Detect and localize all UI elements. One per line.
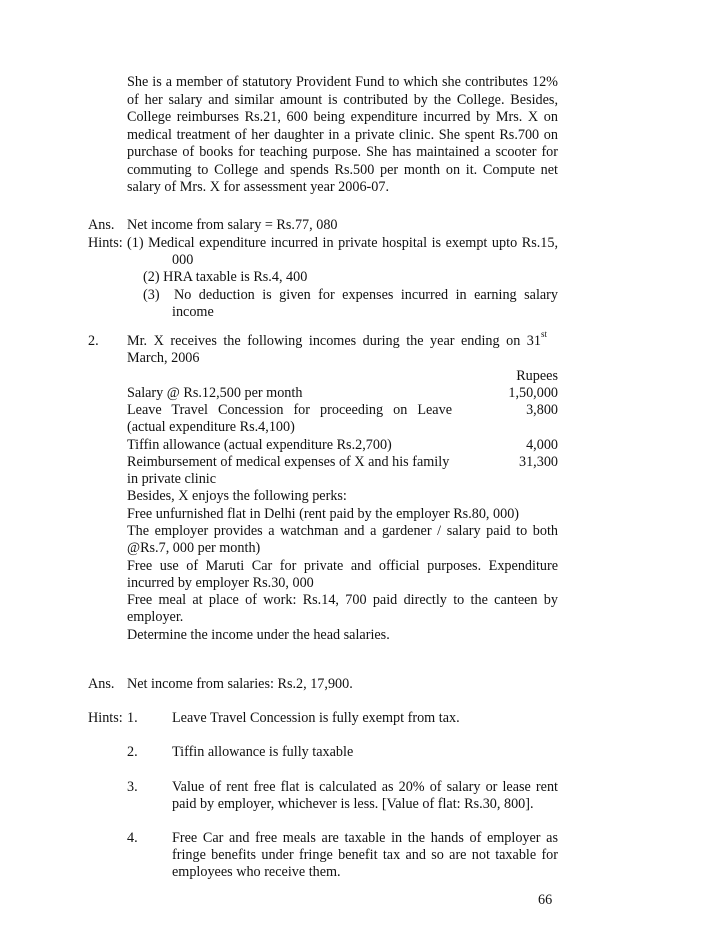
income-item-label-cont: (actual expenditure Rs.4,100)	[127, 419, 295, 435]
intro-line: medical treatment of her daughter in a private clinic. She spent Rs.700 on	[127, 126, 558, 143]
perk-meal-line1: Free meal at place of work: Rs.14, 700 paid directly to the canteen by	[127, 592, 558, 608]
perk-car-line2: incurred by employer Rs.30, 000	[127, 575, 314, 591]
page-number: 66	[538, 892, 553, 908]
intro-line: of her salary and similar amount is contributed by the College. Besides,	[127, 91, 558, 108]
hint-number: 4.	[127, 830, 138, 846]
hint-number: 1.	[127, 710, 138, 726]
perks-intro: Besides, X enjoys the following perks:	[127, 488, 347, 504]
income-item-amount: 1,50,000	[508, 385, 558, 401]
q2-line2: March, 2006	[127, 350, 200, 366]
q1-hint-3-line2: income	[172, 304, 214, 320]
hint-text: Tiffin allowance is fully taxable	[172, 744, 354, 760]
hint-text: Leave Travel Concession is fully exempt from tax.	[172, 710, 460, 726]
hint-number: 2.	[127, 744, 138, 760]
q1-hint-3-num: (3)	[143, 287, 160, 303]
income-item-label-cont: in private clinic	[127, 471, 217, 487]
q1-hint-2: (2) HRA taxable is Rs.4, 400	[143, 269, 308, 285]
hint-text: fringe benefits under fringe benefit tax and so are not taxable for	[172, 847, 558, 863]
hint-text: employees who receive them.	[172, 864, 341, 880]
income-item-amount: 3,800	[526, 402, 558, 418]
hint-number: 3.	[127, 779, 138, 795]
q2-instruction: Determine the income under the head salaries.	[127, 627, 390, 643]
q1-hint-3-line1: No deduction is given for expenses incurred in earning salary	[174, 287, 558, 303]
perk-flat: Free unfurnished flat in Delhi (rent paid by the employer Rs.80, 000)	[127, 506, 520, 522]
intro-line: She is a member of statutory Provident Fund to which she contributes 12%	[127, 74, 558, 90]
intro-line: commuting to College and spends Rs.500 per month on it. Compute net	[127, 161, 558, 178]
q2-number: 2.	[88, 333, 99, 349]
perk-meal-line2: employer.	[127, 609, 184, 625]
income-item-label: Salary @ Rs.12,500 per month	[127, 385, 303, 401]
intro-line: College reimburses Rs.21, 600 being expenditure incurred by Mrs. X on	[127, 109, 558, 125]
intro-line: salary of Mrs. X for assessment year 2006-07.	[127, 179, 390, 195]
income-item-amount: 4,000	[526, 437, 558, 453]
hint-text: Free Car and free meals are taxable in the hands of employer as	[172, 830, 558, 846]
q1-ans-text: Net income from salary = Rs.77, 080	[127, 217, 338, 233]
hint-text: paid by employer, whichever is less. [Value of flat: Rs.30, 800].	[172, 796, 534, 812]
intro-line: purchase of books for teaching purpose. She has maintained a scooter for	[127, 144, 558, 160]
q1-ans-label: Ans.	[88, 217, 115, 233]
q2-line1-sup: st	[541, 329, 548, 340]
q2-ans-label: Ans.	[88, 676, 115, 692]
hint-text: Value of rent free flat is calculated as 20% of salary or lease rent	[172, 779, 558, 795]
income-item-label: Reimbursement of medical expenses of X and his family	[127, 454, 450, 470]
q2-hints-label: Hints:	[88, 710, 123, 726]
perk-watchman-line2: @Rs.7, 000 per month)	[127, 540, 261, 556]
intro-paragraph	[127, 74, 558, 197]
perk-car-line1: Free use of Maruti Car for private and official purposes. Expenditure	[127, 558, 558, 574]
q2-line1-text: Mr. X receives the following incomes during the year ending on 31	[127, 333, 541, 349]
income-item-label: Tiffin allowance (actual expenditure Rs.2,700)	[127, 437, 392, 453]
q1-hint-1-line1: (1) Medical expenditure incurred in private hospital is exempt upto Rs.15,	[127, 235, 558, 251]
q2-ans-text: Net income from salaries: Rs.2, 17,900.	[127, 676, 353, 692]
q2-col-header: Rupees	[516, 368, 558, 384]
perk-watchman-line1: The employer provides a watchman and a gardener / salary paid to both	[127, 523, 558, 539]
q1-hints-label: Hints:	[88, 235, 123, 251]
q2-line1	[127, 329, 558, 351]
income-item-label: Leave Travel Concession for proceeding on Leave	[127, 402, 452, 418]
q1-hint-1-line2: 000	[172, 252, 194, 268]
income-item-amount: 31,300	[518, 454, 558, 470]
